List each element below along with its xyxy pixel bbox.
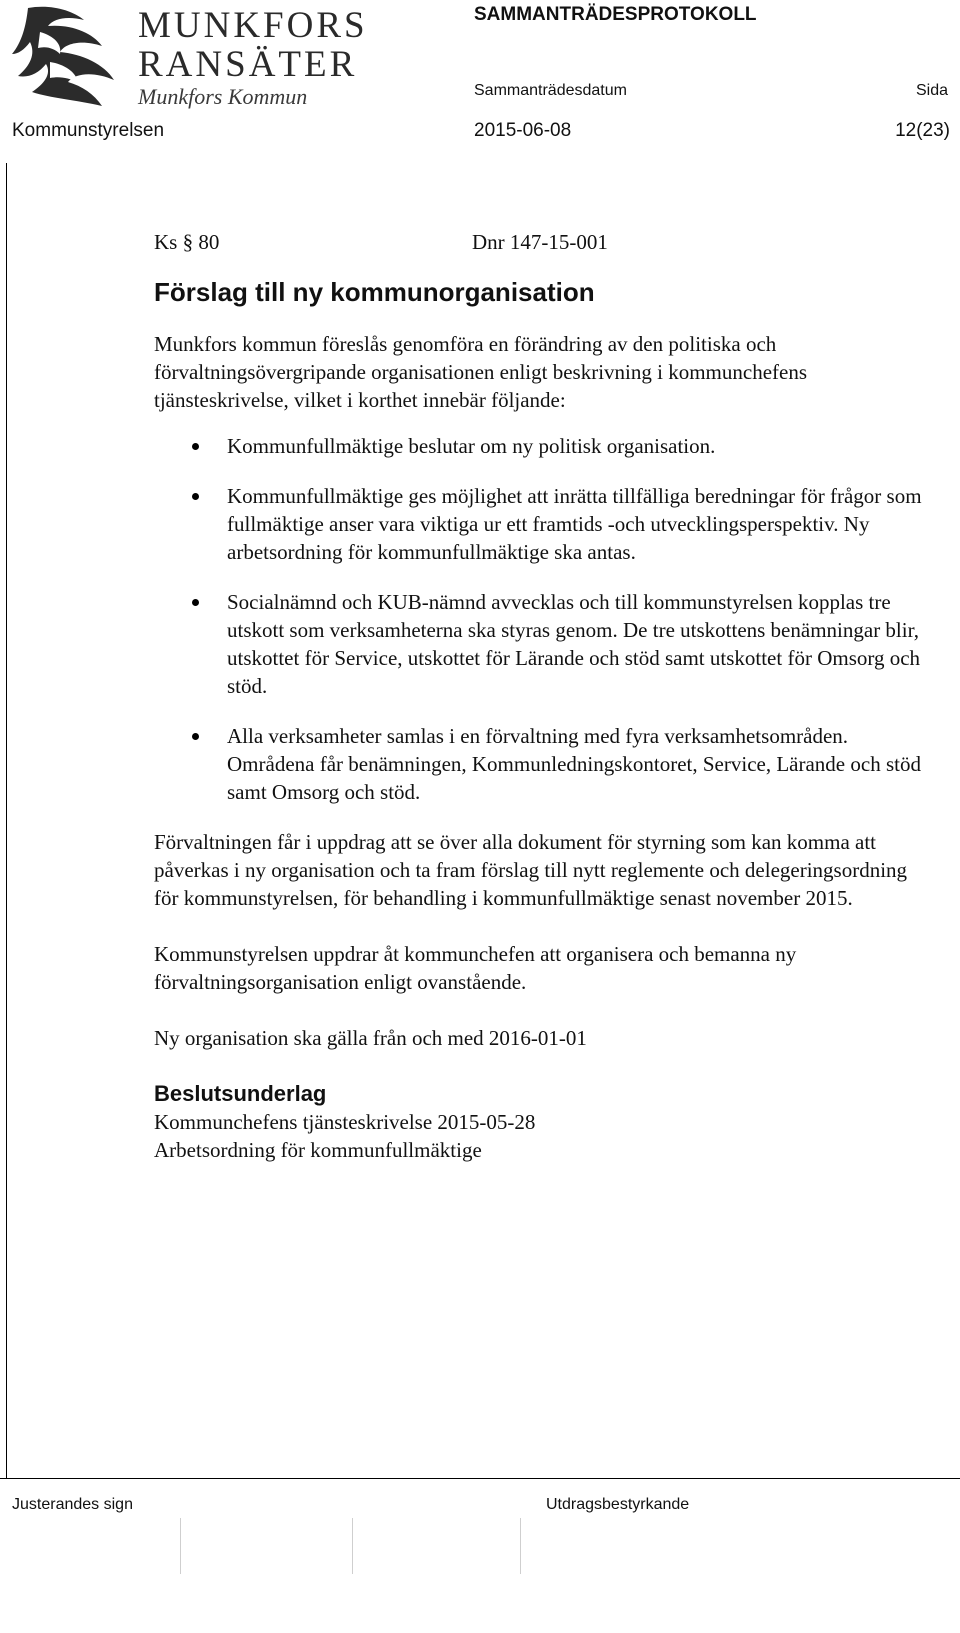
- document-body: [154, 228, 924, 1164]
- assignment-paragraph: Förvaltningen får i uppdrag att se över alla dokument för styrning som kan komma att påverkas i ny organisation och ta fram förslag till nytt reglemente och delegeringsordning för kommunstyrelsen, för behandling i kommunfullmäktige senast november 2015.: [154, 830, 908, 910]
- effective-date-paragraph: Ny organisation ska gälla från och med 2016-01-01: [154, 1026, 587, 1050]
- bullet-icon: [192, 733, 199, 740]
- signature-divider: [352, 1518, 353, 1574]
- meeting-date: 2015-06-08: [474, 120, 572, 141]
- list-item: [154, 588, 924, 700]
- signature-label: Justerandes sign: [12, 1496, 133, 1513]
- logo-text-munkfors: MUNKFORS: [138, 5, 368, 46]
- diary-number: Dnr 147-15-001: [472, 230, 608, 254]
- document-type-heading: SAMMANTRÄDESPROTOKOLL: [474, 4, 757, 25]
- page-label: Sida: [916, 82, 949, 99]
- signature-divider: [180, 1518, 181, 1574]
- logo-text-ransater: RANSÄTER: [138, 44, 358, 85]
- case-reference-row: [154, 228, 924, 258]
- organ-name: Kommunstyrelsen: [12, 120, 165, 141]
- basis-item: Kommunchefens tjänsteskrivelse 2015-05-28: [154, 1110, 536, 1134]
- list-item: [154, 482, 924, 566]
- extract-certification-label: Utdragsbestyrkande: [546, 1496, 690, 1513]
- list-item: [154, 722, 924, 806]
- footer-rule: [0, 1478, 960, 1479]
- case-number: Ks § 80: [154, 230, 220, 254]
- municipality-logo: [10, 2, 368, 110]
- signature-divider: [520, 1518, 521, 1574]
- meeting-date-label: Sammanträdesdatum: [474, 82, 627, 99]
- page-number: 12(23): [895, 120, 950, 141]
- logo-emblem-icon: [10, 2, 128, 110]
- proposal-list: [154, 432, 924, 806]
- list-item-text: Kommunfullmäktige ges möjlighet att inrätta tillfälliga beredningar för frågor som fullmäktige anser vara viktiga ur ett framtids -och utvecklingsperspektiv. Ny arbetsordning för kommunfullmäktige ska antas.: [227, 484, 922, 564]
- bullet-icon: [192, 599, 199, 606]
- list-item: [154, 432, 924, 460]
- case-title: Förslag till ny kommunorganisation: [154, 277, 595, 307]
- list-item-text: Socialnämnd och KUB-nämnd avvecklas och till kommunstyrelsen kopplas tre utskott som verksamheterna ska styras genom. De tre utskottens benämningar blir, utskottet för Service, utskottet för Lärande och stöd samt utskottet för Omsorg och stöd.: [227, 590, 921, 698]
- basis-heading: Beslutsunderlag: [154, 1081, 327, 1106]
- bullet-icon: [192, 443, 199, 450]
- mandate-paragraph: Kommunstyrelsen uppdrar åt kommunchefen att organisera och bemanna ny förvaltningsorganisation enligt ovanstående.: [154, 942, 797, 994]
- logo-text-kommun: Munkfors Kommun: [138, 84, 308, 109]
- list-item-text: Alla verksamheter samlas i en förvaltning med fyra verksamhetsområden. Områdena får benämningen, Kommunledningskontoret, Service, Lärande och stöd samt Omsorg och stöd.: [227, 724, 921, 804]
- basis-item: Arbetsordning för kommunfullmäktige: [154, 1138, 482, 1162]
- list-item-text: Kommunfullmäktige beslutar om ny politisk organisation.: [227, 434, 716, 458]
- intro-paragraph: Munkfors kommun föreslås genomföra en förändring av den politiska och förvaltningsövergripande organisationen enligt beskrivning i kommunchefens tjänsteskrivelse, vilket i korthet innebär följande:: [154, 332, 807, 412]
- left-margin-rule: [6, 163, 7, 1479]
- bullet-icon: [192, 493, 199, 500]
